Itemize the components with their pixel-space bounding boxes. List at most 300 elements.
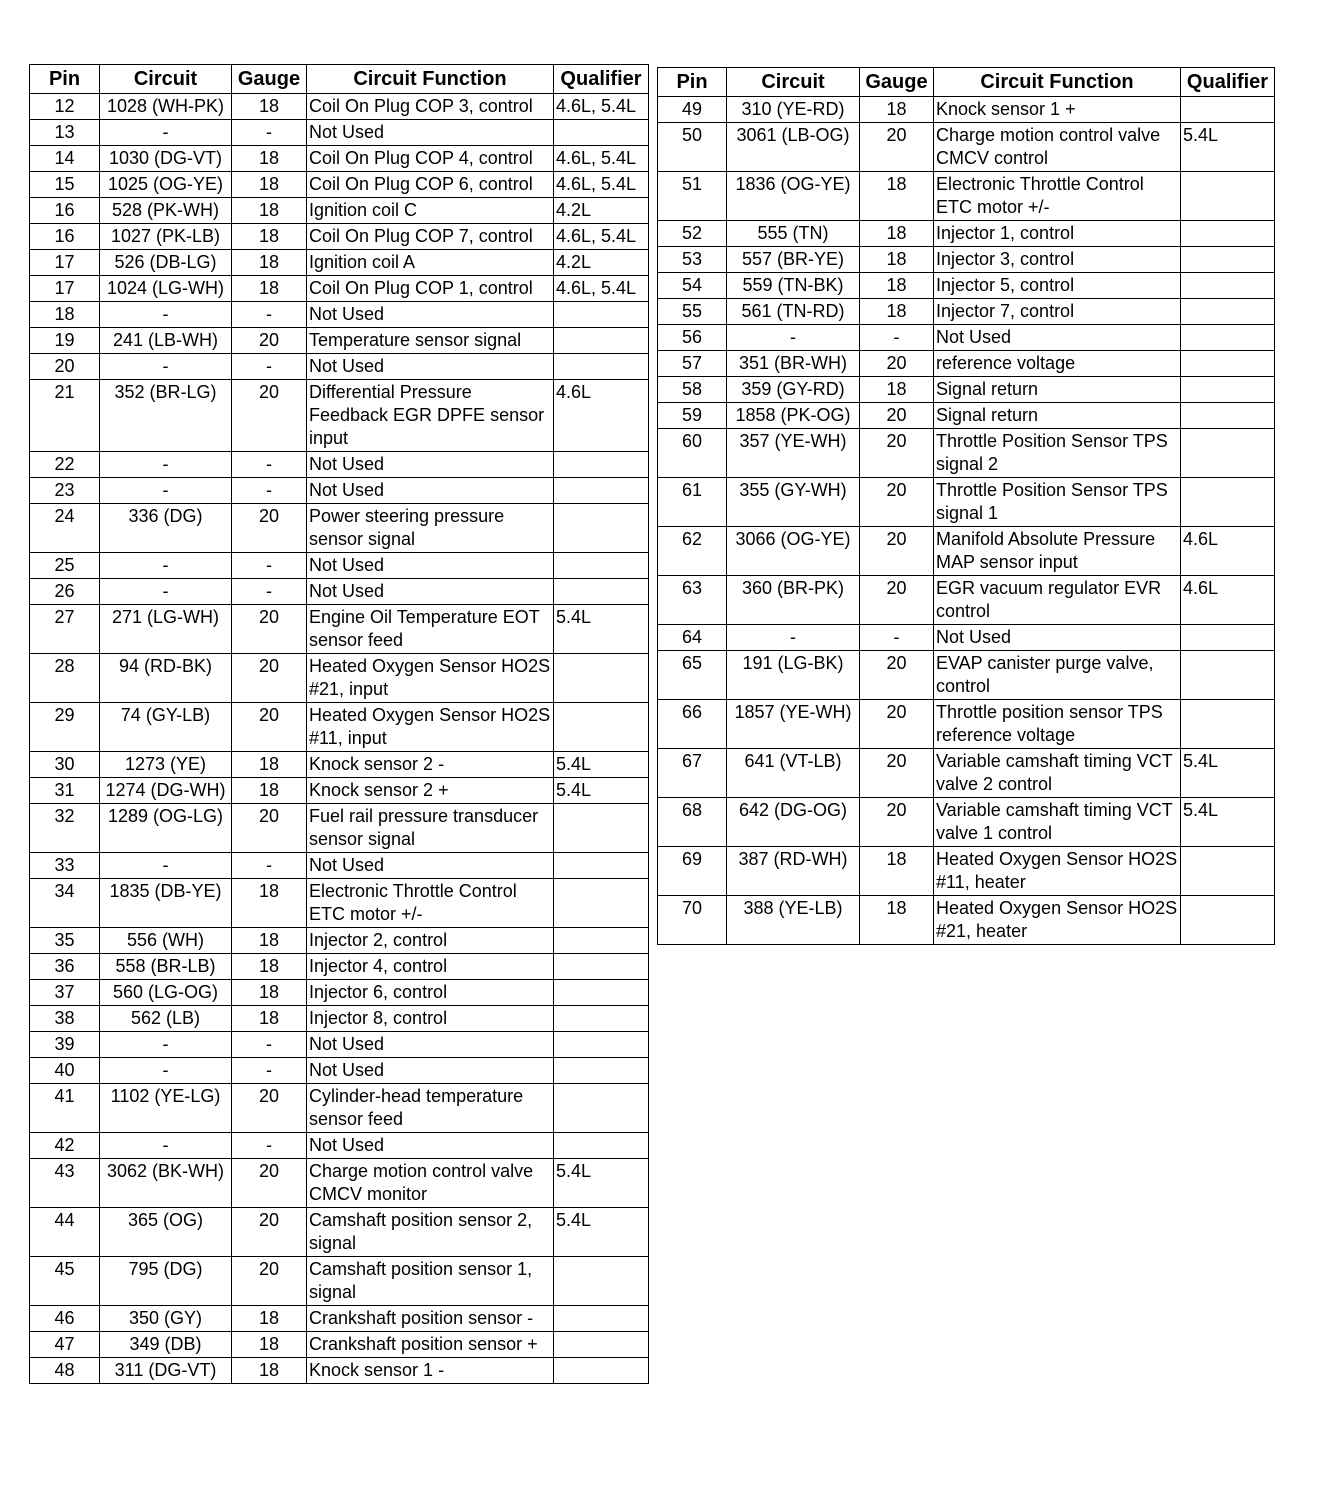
table-row xyxy=(30,804,649,853)
gauge-cell: 20 xyxy=(232,1208,307,1257)
circuit-function-cell: Crankshaft position sensor - xyxy=(307,1306,554,1332)
circuit-function-cell: Not Used xyxy=(934,625,1181,651)
gauge-cell: 18 xyxy=(860,896,934,945)
pin-cell: 17 xyxy=(30,276,100,302)
table-row xyxy=(30,1006,649,1032)
circuit-cell: - xyxy=(100,120,232,146)
table-row xyxy=(30,120,649,146)
pin-cell: 16 xyxy=(30,198,100,224)
circuit-cell: 94 (RD-BK) xyxy=(100,654,232,703)
circuit-function-cell: Variable camshaft timing VCT valve 1 control xyxy=(934,798,1181,847)
circuit-cell: - xyxy=(100,478,232,504)
pin-cell: 68 xyxy=(658,798,727,847)
gauge-cell: 20 xyxy=(232,328,307,354)
pin-cell: 64 xyxy=(658,625,727,651)
pin-cell: 36 xyxy=(30,954,100,980)
header-gauge: Gauge xyxy=(232,65,307,94)
table-row xyxy=(30,328,649,354)
qualifier-cell xyxy=(1181,299,1275,325)
circuit-function-cell: Ignition coil C xyxy=(307,198,554,224)
pin-cell: 66 xyxy=(658,700,727,749)
table-row xyxy=(658,576,1275,625)
table-row xyxy=(658,172,1275,221)
circuit-cell: 387 (RD-WH) xyxy=(727,847,860,896)
gauge-cell: 18 xyxy=(860,97,934,123)
gauge-cell: - xyxy=(232,1058,307,1084)
circuit-cell: 3061 (LB-OG) xyxy=(727,123,860,172)
circuit-function-cell: Heated Oxygen Sensor HO2S #11, input xyxy=(307,703,554,752)
circuit-function-cell: Coil On Plug COP 7, control xyxy=(307,224,554,250)
table-row xyxy=(30,1208,649,1257)
circuit-cell: 1024 (LG-WH) xyxy=(100,276,232,302)
qualifier-cell xyxy=(554,980,649,1006)
pin-cell: 45 xyxy=(30,1257,100,1306)
pin-cell: 62 xyxy=(658,527,727,576)
table-row xyxy=(30,302,649,328)
gauge-cell: - xyxy=(232,1032,307,1058)
gauge-cell: 20 xyxy=(860,478,934,527)
pin-cell: 57 xyxy=(658,351,727,377)
pin-cell: 70 xyxy=(658,896,727,945)
qualifier-cell: 4.6L xyxy=(554,380,649,452)
gauge-cell: 20 xyxy=(860,403,934,429)
gauge-cell: 18 xyxy=(232,172,307,198)
pin-cell: 51 xyxy=(658,172,727,221)
circuit-function-cell: Knock sensor 1 + xyxy=(934,97,1181,123)
table-row xyxy=(658,97,1275,123)
circuit-cell: 1289 (OG-LG) xyxy=(100,804,232,853)
qualifier-cell xyxy=(554,1358,649,1384)
pin-cell: 67 xyxy=(658,749,727,798)
table-row xyxy=(30,954,649,980)
gauge-cell: 18 xyxy=(860,172,934,221)
qualifier-cell xyxy=(554,553,649,579)
gauge-cell: 20 xyxy=(860,429,934,478)
pin-cell: 61 xyxy=(658,478,727,527)
circuit-cell: 336 (DG) xyxy=(100,504,232,553)
qualifier-cell xyxy=(554,1257,649,1306)
circuit-function-cell: Engine Oil Temperature EOT sensor feed xyxy=(307,605,554,654)
circuit-cell: 558 (BR-LB) xyxy=(100,954,232,980)
circuit-function-cell: Not Used xyxy=(307,354,554,380)
table-row xyxy=(658,896,1275,945)
circuit-function-cell: Heated Oxygen Sensor HO2S #11, heater xyxy=(934,847,1181,896)
pin-cell: 60 xyxy=(658,429,727,478)
table-row xyxy=(30,1084,649,1133)
gauge-cell: 18 xyxy=(860,847,934,896)
qualifier-cell xyxy=(1181,847,1275,896)
circuit-function-cell: Knock sensor 2 - xyxy=(307,752,554,778)
gauge-cell: 18 xyxy=(232,1306,307,1332)
header-gauge: Gauge xyxy=(860,68,934,97)
qualifier-cell xyxy=(554,879,649,928)
table-row xyxy=(30,504,649,553)
pin-cell: 13 xyxy=(30,120,100,146)
gauge-cell: 18 xyxy=(232,146,307,172)
gauge-cell: 20 xyxy=(232,654,307,703)
pin-cell: 43 xyxy=(30,1159,100,1208)
qualifier-cell: 4.6L xyxy=(1181,527,1275,576)
table-row xyxy=(658,273,1275,299)
gauge-cell: 20 xyxy=(860,527,934,576)
circuit-cell: 1836 (OG-YE) xyxy=(727,172,860,221)
pin-cell: 33 xyxy=(30,853,100,879)
circuit-function-cell: Coil On Plug COP 6, control xyxy=(307,172,554,198)
header-circuit-function: Circuit Function xyxy=(307,65,554,94)
circuit-function-cell: Electronic Throttle Control ETC motor +/- xyxy=(934,172,1181,221)
qualifier-cell: 5.4L xyxy=(1181,798,1275,847)
pin-cell: 63 xyxy=(658,576,727,625)
pin-cell: 38 xyxy=(30,1006,100,1032)
gauge-cell: 20 xyxy=(232,1257,307,1306)
pin-table-right xyxy=(657,67,1275,945)
qualifier-cell: 4.6L, 5.4L xyxy=(554,94,649,120)
qualifier-cell: 5.4L xyxy=(1181,749,1275,798)
gauge-cell: 20 xyxy=(232,605,307,654)
circuit-function-cell: reference voltage xyxy=(934,351,1181,377)
circuit-function-cell: Not Used xyxy=(934,325,1181,351)
circuit-function-cell: Signal return xyxy=(934,377,1181,403)
table-row xyxy=(658,123,1275,172)
gauge-cell: - xyxy=(232,1133,307,1159)
qualifier-cell xyxy=(554,853,649,879)
circuit-function-cell: Temperature sensor signal xyxy=(307,328,554,354)
gauge-cell: - xyxy=(232,853,307,879)
qualifier-cell xyxy=(554,504,649,553)
qualifier-cell xyxy=(1181,625,1275,651)
circuit-function-cell: Fuel rail pressure transducer sensor signal xyxy=(307,804,554,853)
circuit-cell: 360 (BR-PK) xyxy=(727,576,860,625)
circuit-cell: - xyxy=(100,1032,232,1058)
table-row xyxy=(30,198,649,224)
qualifier-cell: 5.4L xyxy=(554,752,649,778)
circuit-cell: - xyxy=(100,853,232,879)
circuit-function-cell: Not Used xyxy=(307,302,554,328)
table-row xyxy=(30,980,649,1006)
circuit-cell: 1835 (DB-YE) xyxy=(100,879,232,928)
gauge-cell: 18 xyxy=(232,980,307,1006)
circuit-function-cell: EGR vacuum regulator EVR control xyxy=(934,576,1181,625)
gauge-cell: 20 xyxy=(232,504,307,553)
gauge-cell: - xyxy=(232,302,307,328)
circuit-function-cell: Knock sensor 2 + xyxy=(307,778,554,804)
pin-cell: 32 xyxy=(30,804,100,853)
qualifier-cell xyxy=(554,703,649,752)
gauge-cell: 18 xyxy=(232,276,307,302)
circuit-cell: 349 (DB) xyxy=(100,1332,232,1358)
circuit-cell: 562 (LB) xyxy=(100,1006,232,1032)
circuit-cell: 241 (LB-WH) xyxy=(100,328,232,354)
qualifier-cell xyxy=(1181,325,1275,351)
qualifier-cell xyxy=(554,1058,649,1084)
gauge-cell: 20 xyxy=(860,351,934,377)
pin-cell: 39 xyxy=(30,1032,100,1058)
gauge-cell: - xyxy=(232,579,307,605)
pin-cell: 29 xyxy=(30,703,100,752)
circuit-cell: - xyxy=(100,1133,232,1159)
qualifier-cell xyxy=(554,928,649,954)
pin-cell: 52 xyxy=(658,221,727,247)
table-row xyxy=(30,1032,649,1058)
gauge-cell: 18 xyxy=(860,273,934,299)
circuit-cell: 365 (OG) xyxy=(100,1208,232,1257)
circuit-cell: 311 (DG-VT) xyxy=(100,1358,232,1384)
qualifier-cell xyxy=(1181,97,1275,123)
circuit-cell: 1030 (DG-VT) xyxy=(100,146,232,172)
qualifier-cell xyxy=(554,654,649,703)
circuit-function-cell: Heated Oxygen Sensor HO2S #21, input xyxy=(307,654,554,703)
table-row xyxy=(30,579,649,605)
circuit-cell: 1028 (WH-PK) xyxy=(100,94,232,120)
qualifier-cell xyxy=(1181,172,1275,221)
header-circuit: Circuit xyxy=(727,68,860,97)
pin-cell: 44 xyxy=(30,1208,100,1257)
circuit-cell: - xyxy=(100,302,232,328)
table-row xyxy=(30,354,649,380)
gauge-cell: 20 xyxy=(232,703,307,752)
qualifier-cell: 4.6L xyxy=(1181,576,1275,625)
table-row xyxy=(658,527,1275,576)
table-row xyxy=(30,928,649,954)
table-row xyxy=(658,651,1275,700)
header-circuit-function: Circuit Function xyxy=(934,68,1181,97)
circuit-cell: 557 (BR-YE) xyxy=(727,247,860,273)
qualifier-cell xyxy=(554,1032,649,1058)
circuit-function-cell: Not Used xyxy=(307,120,554,146)
circuit-function-cell: Throttle Position Sensor TPS signal 1 xyxy=(934,478,1181,527)
circuit-function-cell: Crankshaft position sensor + xyxy=(307,1332,554,1358)
gauge-cell: 18 xyxy=(860,299,934,325)
qualifier-cell xyxy=(554,302,649,328)
circuit-cell: 74 (GY-LB) xyxy=(100,703,232,752)
table-row xyxy=(30,146,649,172)
table-row xyxy=(30,478,649,504)
circuit-function-cell: Injector 3, control xyxy=(934,247,1181,273)
header-qualifier: Qualifier xyxy=(554,65,649,94)
circuit-function-cell: Heated Oxygen Sensor HO2S #21, heater xyxy=(934,896,1181,945)
table-row xyxy=(30,879,649,928)
pin-cell: 42 xyxy=(30,1133,100,1159)
header-row xyxy=(30,65,649,94)
circuit-function-cell: Charge motion control valve CMCV control xyxy=(934,123,1181,172)
circuit-function-cell: Throttle position sensor TPS reference voltage xyxy=(934,700,1181,749)
gauge-cell: 20 xyxy=(232,804,307,853)
qualifier-cell: 5.4L xyxy=(554,778,649,804)
circuit-function-cell: Signal return xyxy=(934,403,1181,429)
gauge-cell: 18 xyxy=(232,198,307,224)
circuit-cell: 555 (TN) xyxy=(727,221,860,247)
qualifier-cell: 5.4L xyxy=(554,605,649,654)
gauge-cell: - xyxy=(860,625,934,651)
table-row xyxy=(30,250,649,276)
table-row xyxy=(30,703,649,752)
gauge-cell: - xyxy=(860,325,934,351)
qualifier-cell xyxy=(554,452,649,478)
table-row xyxy=(30,654,649,703)
gauge-cell: 18 xyxy=(232,778,307,804)
circuit-cell: 1274 (DG-WH) xyxy=(100,778,232,804)
pin-cell: 35 xyxy=(30,928,100,954)
gauge-cell: 18 xyxy=(232,1332,307,1358)
circuit-function-cell: Camshaft position sensor 2, signal xyxy=(307,1208,554,1257)
gauge-cell: 18 xyxy=(232,928,307,954)
pin-cell: 17 xyxy=(30,250,100,276)
pin-cell: 14 xyxy=(30,146,100,172)
qualifier-cell xyxy=(554,1133,649,1159)
circuit-cell: 1858 (PK-OG) xyxy=(727,403,860,429)
qualifier-cell xyxy=(1181,247,1275,273)
circuit-function-cell: Throttle Position Sensor TPS signal 2 xyxy=(934,429,1181,478)
pin-cell: 34 xyxy=(30,879,100,928)
pin-cell: 28 xyxy=(30,654,100,703)
pin-cell: 16 xyxy=(30,224,100,250)
table-row xyxy=(30,853,649,879)
circuit-function-cell: Coil On Plug COP 3, control xyxy=(307,94,554,120)
circuit-cell: 388 (YE-LB) xyxy=(727,896,860,945)
circuit-function-cell: Knock sensor 1 - xyxy=(307,1358,554,1384)
circuit-function-cell: Injector 2, control xyxy=(307,928,554,954)
circuit-cell: - xyxy=(100,579,232,605)
qualifier-cell: 5.4L xyxy=(1181,123,1275,172)
qualifier-cell: 4.6L, 5.4L xyxy=(554,172,649,198)
header-circuit: Circuit xyxy=(100,65,232,94)
circuit-cell: 1102 (YE-LG) xyxy=(100,1084,232,1133)
circuit-cell: 1273 (YE) xyxy=(100,752,232,778)
circuit-cell: 3066 (OG-YE) xyxy=(727,527,860,576)
table-row xyxy=(30,1133,649,1159)
qualifier-cell xyxy=(1181,351,1275,377)
circuit-function-cell: Coil On Plug COP 1, control xyxy=(307,276,554,302)
table-row xyxy=(30,94,649,120)
gauge-cell: 20 xyxy=(860,123,934,172)
pin-cell: 69 xyxy=(658,847,727,896)
qualifier-cell xyxy=(1181,896,1275,945)
pin-table-left xyxy=(29,64,649,1384)
gauge-cell: 18 xyxy=(232,954,307,980)
table-row xyxy=(30,1058,649,1084)
circuit-function-cell: Not Used xyxy=(307,1032,554,1058)
table-row xyxy=(658,299,1275,325)
gauge-cell: 18 xyxy=(232,250,307,276)
circuit-function-cell: Not Used xyxy=(307,452,554,478)
circuit-cell: - xyxy=(100,1058,232,1084)
circuit-cell: 642 (DG-OG) xyxy=(727,798,860,847)
circuit-cell: - xyxy=(727,625,860,651)
gauge-cell: 18 xyxy=(232,879,307,928)
circuit-function-cell: Not Used xyxy=(307,853,554,879)
pin-cell: 24 xyxy=(30,504,100,553)
pin-cell: 41 xyxy=(30,1084,100,1133)
qualifier-cell xyxy=(1181,273,1275,299)
qualifier-cell xyxy=(554,1006,649,1032)
circuit-cell: 352 (BR-LG) xyxy=(100,380,232,452)
table-row xyxy=(30,605,649,654)
circuit-cell: 795 (DG) xyxy=(100,1257,232,1306)
circuit-cell: 310 (YE-RD) xyxy=(727,97,860,123)
table-row xyxy=(30,1332,649,1358)
qualifier-cell: 4.2L xyxy=(554,250,649,276)
qualifier-cell xyxy=(1181,478,1275,527)
gauge-cell: 18 xyxy=(232,752,307,778)
table-row xyxy=(658,221,1275,247)
gauge-cell: 20 xyxy=(860,576,934,625)
pin-cell: 48 xyxy=(30,1358,100,1384)
circuit-function-cell: Not Used xyxy=(307,478,554,504)
pin-cell: 55 xyxy=(658,299,727,325)
circuit-function-cell: Charge motion control valve CMCV monitor xyxy=(307,1159,554,1208)
pin-cell: 12 xyxy=(30,94,100,120)
pin-cell: 46 xyxy=(30,1306,100,1332)
pin-cell: 37 xyxy=(30,980,100,1006)
table-row xyxy=(658,700,1275,749)
circuit-cell: 350 (GY) xyxy=(100,1306,232,1332)
circuit-function-cell: Power steering pressure sensor signal xyxy=(307,504,554,553)
table-row xyxy=(30,752,649,778)
qualifier-cell xyxy=(1181,651,1275,700)
gauge-cell: - xyxy=(232,354,307,380)
gauge-cell: - xyxy=(232,478,307,504)
circuit-cell: 351 (BR-WH) xyxy=(727,351,860,377)
qualifier-cell: 4.6L, 5.4L xyxy=(554,146,649,172)
pin-cell: 56 xyxy=(658,325,727,351)
circuit-cell: 191 (LG-BK) xyxy=(727,651,860,700)
circuit-cell: 528 (PK-WH) xyxy=(100,198,232,224)
pin-cell: 15 xyxy=(30,172,100,198)
qualifier-cell xyxy=(554,120,649,146)
qualifier-cell: 5.4L xyxy=(554,1208,649,1257)
pin-cell: 50 xyxy=(658,123,727,172)
qualifier-cell: 4.6L, 5.4L xyxy=(554,276,649,302)
table-row xyxy=(658,798,1275,847)
pin-cell: 20 xyxy=(30,354,100,380)
qualifier-cell xyxy=(1181,429,1275,478)
table-row xyxy=(30,276,649,302)
gauge-cell: 20 xyxy=(860,749,934,798)
gauge-cell: 18 xyxy=(232,94,307,120)
qualifier-cell: 4.2L xyxy=(554,198,649,224)
header-row xyxy=(658,68,1275,97)
pin-cell: 53 xyxy=(658,247,727,273)
table-row xyxy=(658,625,1275,651)
circuit-cell: 561 (TN-RD) xyxy=(727,299,860,325)
gauge-cell: 18 xyxy=(860,377,934,403)
gauge-cell: 20 xyxy=(232,380,307,452)
circuit-function-cell: Electronic Throttle Control ETC motor +/- xyxy=(307,879,554,928)
circuit-cell: - xyxy=(100,354,232,380)
gauge-cell: 20 xyxy=(232,1159,307,1208)
gauge-cell: 20 xyxy=(232,1084,307,1133)
pin-cell: 31 xyxy=(30,778,100,804)
circuit-cell: 359 (GY-RD) xyxy=(727,377,860,403)
table-row xyxy=(30,380,649,452)
qualifier-cell xyxy=(1181,700,1275,749)
table-row xyxy=(658,429,1275,478)
circuit-cell: 641 (VT-LB) xyxy=(727,749,860,798)
table-row xyxy=(30,1159,649,1208)
circuit-cell: 559 (TN-BK) xyxy=(727,273,860,299)
qualifier-cell xyxy=(554,1306,649,1332)
circuit-function-cell: EVAP canister purge valve, control xyxy=(934,651,1181,700)
table-row xyxy=(658,749,1275,798)
qualifier-cell xyxy=(554,1084,649,1133)
circuit-function-cell: Camshaft position sensor 1, signal xyxy=(307,1257,554,1306)
circuit-function-cell: Not Used xyxy=(307,1133,554,1159)
table-row xyxy=(658,247,1275,273)
gauge-cell: 18 xyxy=(860,247,934,273)
pin-cell: 49 xyxy=(658,97,727,123)
pin-cell: 58 xyxy=(658,377,727,403)
gauge-cell: 18 xyxy=(232,1358,307,1384)
